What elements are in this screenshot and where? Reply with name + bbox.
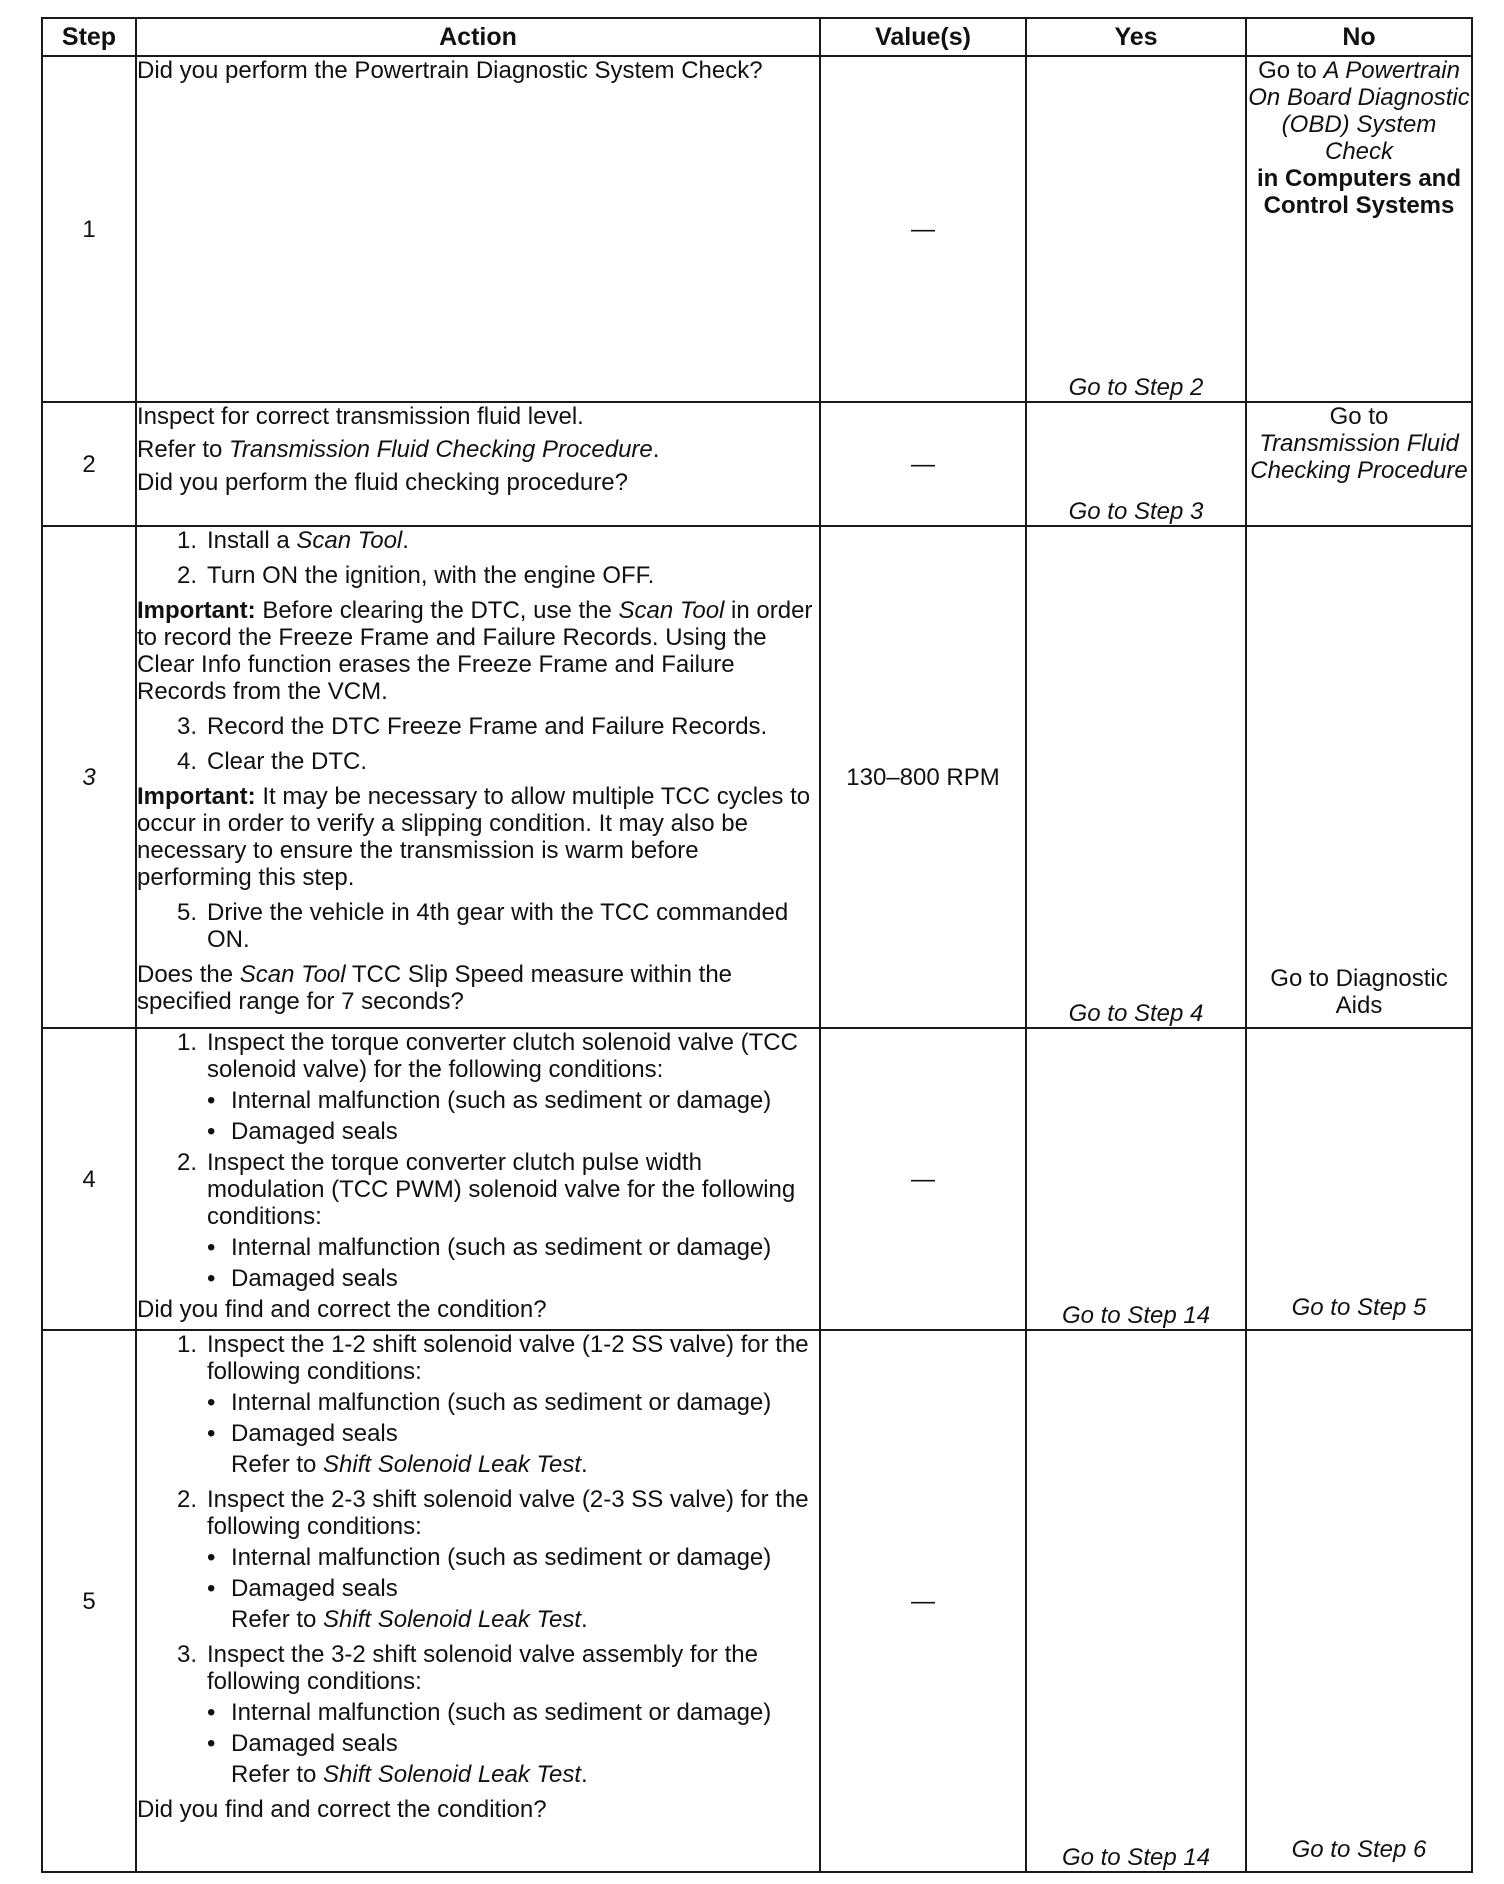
no-cell: Go to Diagnostic Aids	[1246, 526, 1472, 1028]
diagnostic-table	[41, 17, 1473, 1873]
step-number: 4	[42, 1028, 136, 1330]
action-cell	[136, 56, 820, 402]
list-item: 3. Record the DTC Freeze Frame and Failure Records.	[176, 713, 768, 740]
header-values: Value(s)	[820, 18, 1026, 56]
bullet-item: • Damaged seals	[207, 1730, 398, 1757]
table-row-step-2	[42, 402, 1472, 526]
header-step: Step	[42, 18, 136, 56]
no-cell	[1246, 402, 1472, 526]
table-row-step-5	[42, 1330, 1472, 1872]
list-item: 4. Clear the DTC.	[176, 748, 368, 775]
list-item: 2. Inspect the torque converter clutch pulse width modulation (TCC PWM) solenoid valve for the following conditions:	[176, 1149, 796, 1230]
important-note: Important: Before clearing the DTC, use the Scan Tool in order to record the Freeze Frame and Failure Records. Using the Clear Info function erases the Freeze Frame and Failure Records from the VCM.	[137, 597, 813, 705]
value-dash: —	[911, 450, 935, 478]
list-item: 1. Inspect the torque converter clutch solenoid valve (TCC solenoid valve) for the following conditions:	[176, 1029, 798, 1083]
no-cell: Go to Step 6	[1246, 1330, 1472, 1872]
bullet-item: • Damaged seals	[207, 1265, 398, 1292]
value-cell	[820, 402, 1026, 526]
list-item: 1. Inspect the 1-2 shift solenoid valve (1-2 SS valve) for the following conditions:	[176, 1331, 809, 1385]
step-number: 5	[42, 1330, 136, 1872]
refer-note: Refer to Shift Solenoid Leak Test.	[231, 1761, 588, 1788]
no-location: in Computers and Control Systems	[1256, 165, 1461, 219]
table-row-step-4	[42, 1028, 1472, 1330]
step-number: 1	[42, 56, 136, 402]
refer-note: Refer to Shift Solenoid Leak Test.	[231, 1451, 588, 1478]
refer-prefix: Refer to	[137, 436, 223, 463]
action-cell	[136, 1330, 820, 1872]
bullet-item: • Damaged seals	[207, 1420, 398, 1447]
yes-cell: Go to Step 2	[1026, 56, 1246, 402]
action-question: Does the Scan Tool TCC Slip Speed measure within the specified range for 7 seconds?	[137, 961, 733, 1015]
value-dash: —	[911, 1587, 935, 1615]
list-item: 1. Install a Scan Tool.	[176, 527, 409, 554]
action-question: Did you find and correct the condition?	[137, 1296, 547, 1323]
value-cell	[820, 56, 1026, 402]
action-cell	[136, 526, 820, 1028]
step-number: 2	[42, 402, 136, 526]
refer-procedure: Transmission Fluid Checking Procedure	[229, 436, 653, 463]
bullet-item: • Internal malfunction (such as sediment or damage)	[207, 1087, 772, 1114]
header-no: No	[1246, 18, 1472, 56]
no-link: A Powertrain On Board Diagnostic (OBD) System Check	[1248, 57, 1470, 165]
list-item: 5. Drive the vehicle in 4th gear with the TCC commanded ON.	[176, 899, 789, 953]
important-note: Important: It may be necessary to allow multiple TCC cycles to occur in order to verify a slipping condition. It may also be necessary to ensure the transmission is warm before performing this step.	[137, 783, 811, 891]
refer-suffix: .	[652, 436, 660, 463]
header-action: Action	[136, 18, 820, 56]
yes-cell: Go to Step 14	[1026, 1330, 1246, 1872]
action-text: Did you perform the Powertrain Diagnostic System Check?	[137, 57, 763, 84]
no-goto: Go to	[1329, 403, 1389, 430]
list-item: 3. Inspect the 3-2 shift solenoid valve assembly for the following conditions:	[176, 1641, 758, 1695]
no-cell	[1246, 56, 1472, 402]
list-item: 2. Inspect the 2-3 shift solenoid valve (2-3 SS valve) for the following conditions:	[176, 1486, 809, 1540]
yes-cell: Go to Step 14	[1026, 1028, 1246, 1330]
table-row-step-3	[42, 526, 1472, 1028]
yes-cell: Go to Step 3	[1026, 402, 1246, 526]
header-row	[42, 18, 1472, 56]
value-cell	[820, 1330, 1026, 1872]
action-question: Did you find and correct the condition?	[137, 1796, 547, 1823]
value-cell	[820, 1028, 1026, 1330]
yes-cell: Go to Step 4	[1026, 526, 1246, 1028]
bullet-item: • Damaged seals	[207, 1575, 398, 1602]
bullet-item: • Damaged seals	[207, 1118, 398, 1145]
bullet-item: • Internal malfunction (such as sediment or damage)	[207, 1234, 772, 1261]
refer-note: Refer to Shift Solenoid Leak Test.	[231, 1606, 588, 1633]
action-question: Did you perform the fluid checking procedure?	[137, 469, 628, 496]
action-line	[137, 436, 819, 463]
list-item: 2. Turn ON the ignition, with the engine OFF.	[176, 562, 655, 589]
table-row-step-1	[42, 56, 1472, 402]
bullet-item: • Internal malfunction (such as sediment or damage)	[207, 1544, 772, 1571]
bullet-item: • Internal malfunction (such as sediment or damage)	[207, 1699, 772, 1726]
value-dash: —	[911, 1165, 935, 1193]
step-number: 3	[42, 526, 136, 1028]
action-cell	[136, 402, 820, 526]
value-cell: 130–800 RPM	[820, 526, 1026, 1028]
value-dash: —	[911, 215, 935, 243]
header-yes: Yes	[1026, 18, 1246, 56]
no-goto: Go to	[1258, 57, 1317, 84]
action-line: Inspect for correct transmission fluid level.	[137, 403, 584, 430]
action-cell	[136, 1028, 820, 1330]
no-link: Transmission Fluid Checking Procedure	[1250, 430, 1468, 484]
bullet-item: • Internal malfunction (such as sediment or damage)	[207, 1389, 772, 1416]
no-cell: Go to Step 5	[1246, 1028, 1472, 1330]
